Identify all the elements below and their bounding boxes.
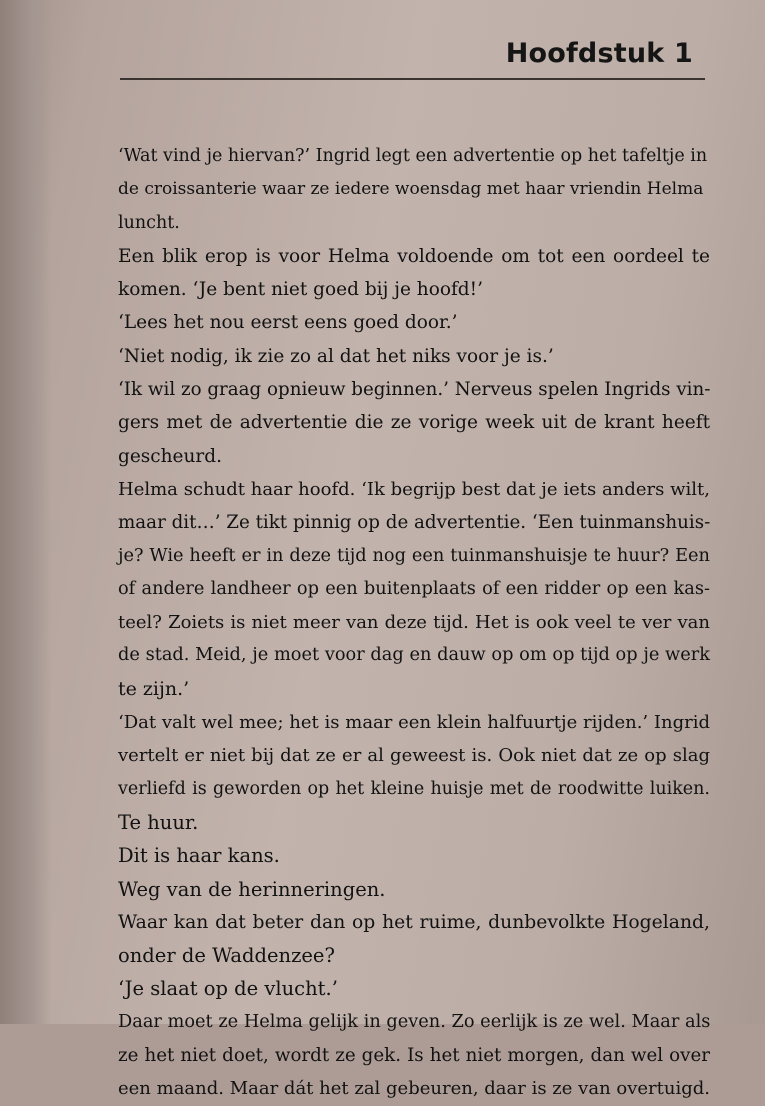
text-line: de stad. Meid, je moet voor dag en dauw op om op tijd op je werk (118, 645, 710, 666)
text-line: ‘Je slaat op de vlucht.’ (118, 977, 338, 1001)
text-line: ze het niet doet, wordt ze gek. Is het niet morgen, dan wel over (118, 1045, 710, 1067)
text-line: luncht. (118, 212, 180, 233)
text-line: ‘Dat valt wel mee; het is maar een klein halfuurtje rijden.’ Ingrid (118, 712, 710, 734)
text-line: gers met de advertentie die ze vorige week uit de krant heeft (118, 412, 710, 434)
text-line: Dit is haar kans. (118, 844, 280, 868)
text-line: maar dit…’ Ze tikt pinnig op de advertentie. ‘Een tuinmanshuis- (118, 512, 711, 534)
text-line: teel? Zoiets is niet meer van deze tijd. Het is ook veel te ver van (118, 612, 710, 634)
heading-rule (120, 78, 705, 80)
text-line: of andere landheer op een buitenplaats of een ridder op een kas- (118, 578, 710, 599)
text-line: Een blik erop is voor Helma voldoende om tot een oordeel te (118, 245, 710, 267)
text-line: ‘Lees het nou eerst eens goed door.’ (118, 312, 458, 334)
text-line: je? Wie heeft er in deze tijd nog een tuinmanshuisje te huur? Een (118, 545, 710, 566)
text-line: Daar moet ze Helma gelijk in geven. Zo eerlijk is ze wel. Maar als (118, 1011, 711, 1032)
text-line: Te huur. (118, 810, 199, 834)
text-line: te zijn.’ (118, 677, 190, 700)
text-line: Helma schudt haar hoofd. ‘Ik begrijp best dat je iets anders wilt, (118, 478, 710, 500)
text-line: komen. ‘Je bent niet goed bij je hoofd!’ (118, 279, 483, 301)
page-gutter-shadow (0, 0, 52, 1024)
text-line: Weg van de herinneringen. (118, 877, 386, 901)
text-line: ‘Wat vind je hiervan?’ Ingrid legt een advertentie op het tafeltje in (118, 146, 708, 166)
text-line: onder de Waddenzee? (118, 944, 335, 968)
text-line: de croissanterie waar ze iedere woensdag met haar vriendin Helma (118, 179, 704, 200)
text-line: vertelt er niet bij dat ze er al geweest is. Ook niet dat ze op slag (118, 745, 710, 767)
text-line: een maand. Maar dát het zal gebeuren, daar is ze van overtuigd. (118, 1078, 710, 1100)
chapter-heading: Hoofdstuk 1 (505, 38, 693, 69)
text-line: ‘Niet nodig, ik zie zo al dat het niks voor je is.’ (118, 345, 554, 367)
text-line: ‘Ik wil zo graag opnieuw beginnen.’ Nerveus spelen Ingrids vin- (118, 379, 711, 401)
text-line: gescheurd. (118, 445, 222, 467)
chapter-body-text (118, 140, 710, 1106)
text-line: Waar kan dat beter dan op het ruime, dunbevolkte Hogeland, (118, 911, 710, 933)
text-line: verliefd is geworden op het kleine huisje met de roodwitte luiken. (118, 778, 710, 799)
